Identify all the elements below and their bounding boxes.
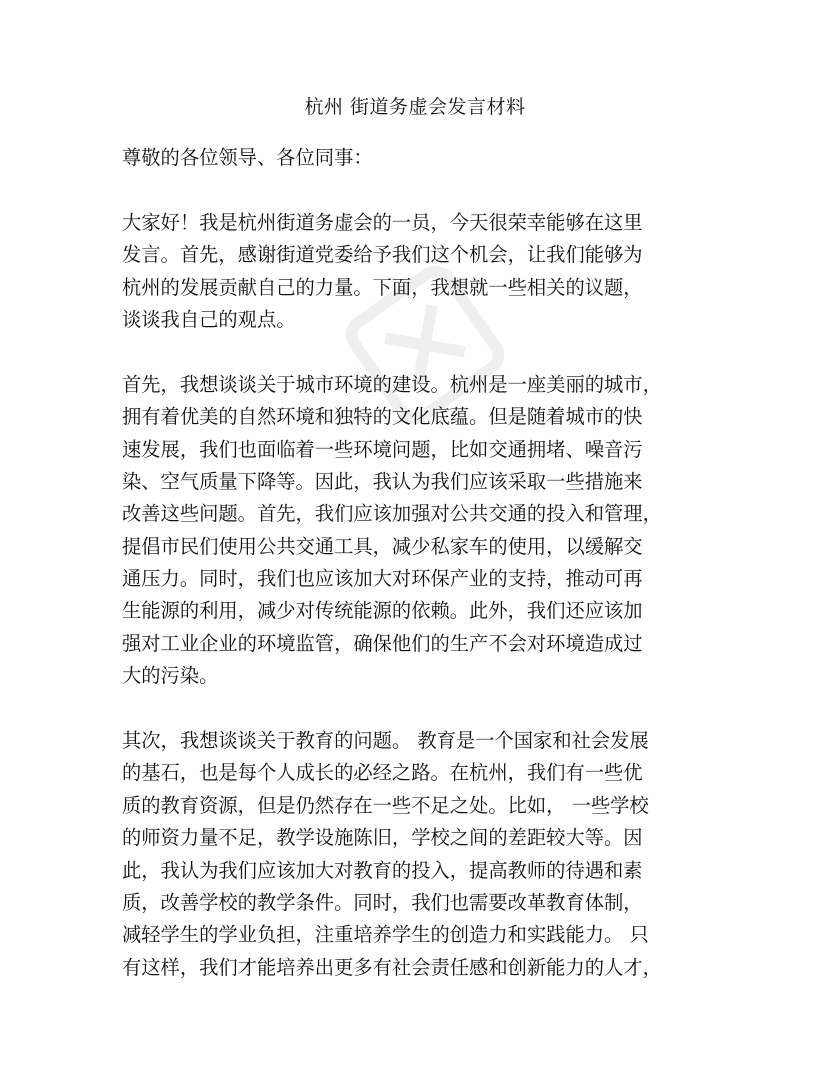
paragraph-line: 质的教育资源，但是仍然存在一些不足之处。比如， 一些学校 xyxy=(122,793,649,817)
paragraph-line: 速发展，我们也面临着一些环境问题，比如交通拥堵、噪音污 xyxy=(122,437,643,461)
paragraph-gap xyxy=(122,174,722,206)
salutation: 尊敬的各位领导、各位同事： xyxy=(122,146,373,169)
paragraph-line: 有这样，我们才能培养出更多有社会责任感和创新能力的人才， xyxy=(122,955,662,979)
paragraph-line: 杭州的发展贡献自己的力量。下面，我想就一些相关的议题， xyxy=(122,275,643,299)
paragraph-line: 其次，我想谈谈关于教育的问题。 教育是一个国家和社会发展 xyxy=(122,729,649,753)
paragraph-greeting xyxy=(122,207,722,337)
paragraph-line: 大家好！我是杭州街道务虚会的一员，今天很荣幸能够在这里 xyxy=(122,210,643,234)
paragraph-environment xyxy=(122,369,722,693)
paragraph-line: 的基石，也是每个人成长的必经之路。在杭州，我们有一些优 xyxy=(122,761,643,785)
paragraph-line: 拥有着优美的自然环境和独特的文化底蕴。但是随着城市的快 xyxy=(122,405,643,429)
paragraph-line: 发言。首先，感谢街道党委给予我们这个机会，让我们能够为 xyxy=(122,243,643,267)
paragraph-line: 改善这些问题。首先，我们应该加强对公共交通的投入和管理， xyxy=(122,502,662,526)
paragraph-line: 此，我认为我们应该加大对教育的投入，提高教师的待遇和素 xyxy=(122,858,643,882)
document-body xyxy=(122,142,722,984)
paragraph-line: 首先，我想谈谈关于城市环境的建设。杭州是一座美丽的城市， xyxy=(122,372,662,396)
paragraph-line: 大的污染。 xyxy=(122,664,219,688)
paragraph-line: 染、空气质量下降等。因此，我认为我们应该采取一些措施来 xyxy=(122,469,643,493)
paragraph-line: 的师资力量不足，教学设施陈旧，学校之间的差距较大等。因 xyxy=(122,826,643,850)
paragraph-line: 减轻学生的学业负担，注重培养学生的创造力和实践能力。 只 xyxy=(122,923,649,947)
paragraph-line: 生能源的利用，减少对传统能源的依赖。此外，我们还应该加 xyxy=(122,599,643,623)
document-title: 杭州 街道务虚会发言材料 xyxy=(304,96,526,118)
paragraph-line: 通压力。同时，我们也应该加大对环保产业的支持，推动可再 xyxy=(122,567,643,591)
paragraph-line: 强对工业企业的环境监管，确保他们的生产不会对环境造成过 xyxy=(122,631,643,655)
paragraph-education xyxy=(122,725,722,984)
paragraph-gap xyxy=(122,336,722,368)
paragraph-line: 谈谈我自己的观点。 xyxy=(122,307,296,331)
paragraph-line: 质，改善学校的教学条件。同时，我们也需要改革教育体制， xyxy=(122,890,643,914)
paragraph-line: 提倡市民们使用公共交通工具，减少私家车的使用，以缓解交 xyxy=(122,534,643,558)
paragraph-gap xyxy=(122,693,722,725)
